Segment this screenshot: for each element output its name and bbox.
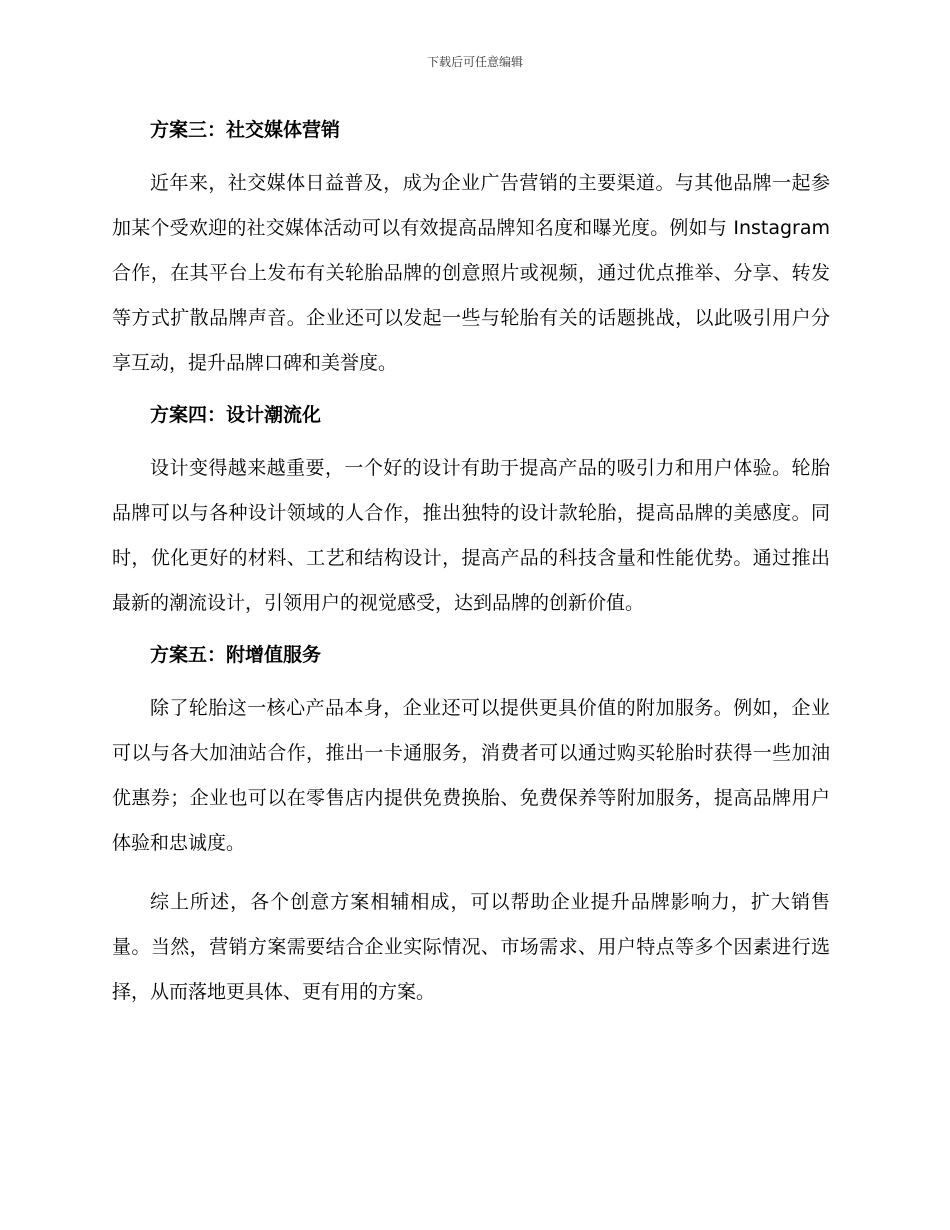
section-heading-plan-3: 方案三：社交媒体营销	[150, 119, 341, 141]
conclusion-paragraph: 综上所述，各个创意方案相辅相成，可以帮助企业提升品牌影响力，扩大销售量。当然，营销方案需要结合企业实际情况、市场需求、用户特点等多个因素进行选择，从而落地更具体、更有用的方案。	[112, 891, 830, 1003]
section-paragraph-plan-5: 除了轮胎这一核心产品本身，企业还可以提供更具价值的附加服务。例如，企业可以与各大加油站合作，推出一卡通服务，消费者可以通过购买轮胎时获得一些加油优惠券；企业也可以在零售店内提供免费换胎、免费保养等附加服务，提高品牌用户体验和忠诚度。	[112, 697, 830, 854]
section-paragraph-plan-3: 近年来，社交媒体日益普及，成为企业广告营销的主要渠道。与其他品牌一起参加某个受欢迎的社交媒体活动可以有效提高品牌知名度和曝光度。例如与 Instagram 合作，在其平台上发布有关轮胎品牌的创意照片或视频，通过优点推举、分享、转发等方式扩散品牌声音。企业还可以发起一些与轮胎有关的话题挑战，以此吸引用户分享互动，提升品牌口碑和美誉度。	[112, 172, 830, 374]
header-note: 下载后可任意编辑	[426, 55, 523, 69]
section-heading-plan-5: 方案五：附增值服务	[150, 644, 322, 666]
section-heading-plan-4: 方案四：设计潮流化	[150, 404, 322, 426]
document-body	[112, 112, 830, 1015]
section-paragraph-plan-4: 设计变得越来越重要，一个好的设计有助于提高产品的吸引力和用户体验。轮胎品牌可以与各种设计领域的人合作，推出独特的设计款轮胎，提高品牌的美感度。同时，优化更好的材料、工艺和结构设计，提高产品的科技含量和性能优势。通过推出最新的潮流设计，引领用户的视觉感受，达到品牌的创新价值。	[112, 457, 830, 614]
